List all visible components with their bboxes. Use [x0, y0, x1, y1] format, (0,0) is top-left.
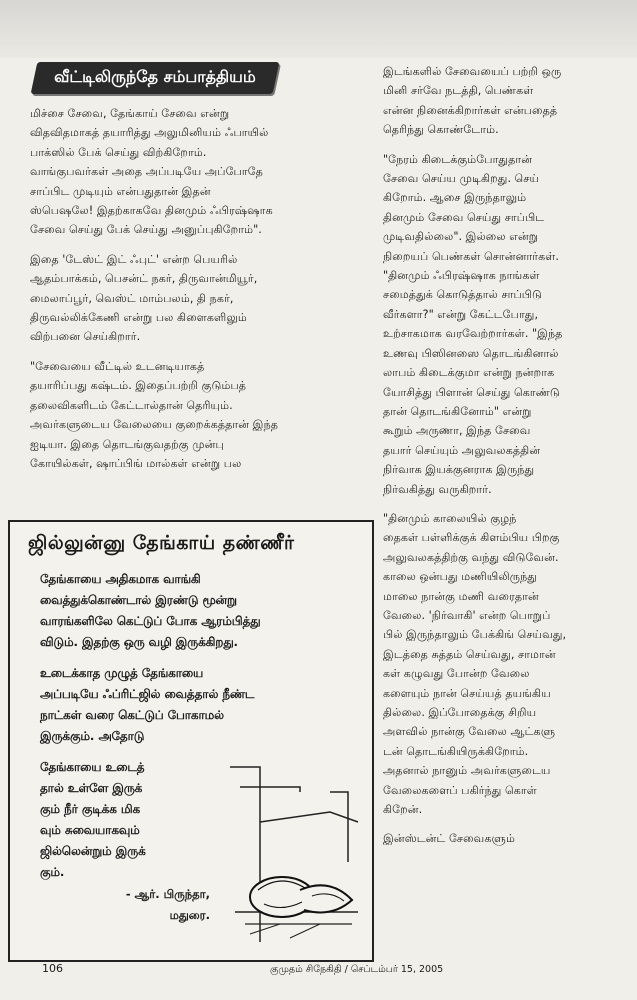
- coconut-illustration-icon: [220, 762, 360, 952]
- tip-paragraph: உடைக்காத முழுத் தேங்காயை அப்படியே ஃப்ரிட்ஜில் வைத்தால் நீண்ட நாட்கள் வரை கெட்டுப் போகாமல் இருக்கும். அதோடு: [40, 666, 255, 743]
- article-paragraph: "நேரம் கிடைக்கும்போதுதான் சேவை செய்ய முடிகிறது. செய் கிறோம். ஆசை இருந்தாலும் தினமும் சேவை செய்து சாப்பிட முடிவதில்லை". இல்லை என்று நிறையப் பெண்கள் சொன்னார்கள். "தினமும் ஃபிரஷ்ஷாக நாங்கள் சமைத்துக் கொடுத்தால் சாப்பிடு வீர்களா?" என்று கேட்டபோது, உற்சாகமாக வரவேற்றார்கள். "இந்த உணவு பிஸினஸை தொடங்கினால் லாபம் கிடைக்குமா என்று நன்றாக யோசித்து பிளான் செய்து கொண்டு தான் தொடங்கினோம்" என்று கூறும் அருணா, இந்த சேவை தயார் செய்யும் அலுவலகத்தின் நிர்வாக இயக்குனராக இருந்து நிர்வகித்து வருகிறார்.: [383, 152, 563, 496]
- article-paragraph: "தினமும் காலையில் குழந் தைகள் பள்ளிக்குக் கிளம்பிய பிறகு அலுவலகத்திற்கு வந்து விடுவேன். காலை ஒன்பது மணியிலிருந்து மாலை நான்கு மணி வரைதான் வேலை. 'நிர்வாகி' என்ற பொறுப் பில் இருந்தாலும் பேக்கிங் செய்வது, இடத்தை சுத்தம் செய்வது, சாமான் கள் கழுவது போன்ற வேலை களையும் நான் செய்யத் தயங்கிய தில்லை. இப்போதைக்கு சிறிய அளவில் நான்கு வேலை ஆட்களு டன் தொடங்கியிருக்கிறோம். அதனால் நானும் அவர்களுடைய வேலைகளைப் பகிர்ந்து கொள் கிறேன்.: [383, 511, 567, 817]
- article-paragraph: இதை 'டேஸ்ட் இட் ஃபுட்' என்ற பெயரில் ஆதம்பாக்கம், பெசன்ட் நகர், திருவான்மியூர், மைலாப்பூர், வெஸ்ட் மாம்பலம், தி நகர், திருவல்லிக்கேணி என்று பல கிளைகளிலும் விற்பனை செய்கிறார்.: [30, 252, 258, 344]
- article-title: வீட்டிலிருந்தே சம்பாத்தியம்: [54, 67, 256, 86]
- page-number: 106: [42, 962, 63, 975]
- article-right-column: [383, 62, 628, 859]
- article-paragraph: மிச்சை சேவை, தேங்காய் சேவை என்று விதவிதமாகத் தயாரித்து அலுமினியம் ஃபாயில் பாக்ஸில் பேக் செய்து விற்கிறோம். வாங்குபவர்கள் அதை அப்படியே அப்போதே சாப்பிட முடியும் என்பதுதான் இதன் ஸ்பெஷலே! இதற்காகவே தினமும் ஃபிரஷ்ஷாக சேவை செய்து பேக் செய்து அனுப்புகிறோம்".: [30, 107, 273, 237]
- credit-name: - ஆர். பிருந்தா,: [125, 887, 210, 901]
- tip-box: [8, 520, 374, 962]
- tip-box-title: ஜில்லுன்னு தேங்காய் தண்ணீர்: [28, 532, 295, 554]
- tip-paragraph: தேங்காயை உடைத் தால் உள்ளே இருக் கும் நீர் குடிக்க மிக வும் சுவையாகவும் ஜில்லென்றும் இருக் கும்.: [40, 760, 146, 879]
- article-left-column: [30, 62, 370, 483]
- article-paragraph: இடங்களில் சேவையைப் பற்றி ஒரு மினி சர்வே நடத்தி, பெண்கள் என்ன நினைக்கிறார்கள் என்பதைத் தெரிந்து கொண்டோம்.: [383, 65, 562, 137]
- article-paragraph: இன்ஸ்டன்ட் சேவைகளும்: [383, 832, 515, 846]
- magazine-footer: குமுதம் சிநேகிதி / செப்டம்பர் 15, 2005: [270, 964, 444, 975]
- article-paragraph: "சேவையை வீட்டில் உடனடியாகத் தயாரிப்பது கஷ்டம். இதைப்பற்றி குடும்பத் தலைவிகளிடம் கேட்டால்தான் தெரியும். அவர்களுடைய வேலையை குறைக்கத்தான் இந்த ஐடியா. இதை தொடங்குவதற்கு முன்பு கோயில்கள், ஷாப்பிங் மால்கள் என்று பல: [30, 359, 279, 470]
- tip-paragraph: தேங்காயை அதிகமாக வாங்கி வைத்துக்கொண்டால் இரண்டு மூன்று வாரங்களிலே கெட்டுப் போக ஆரம்பித்து விடும். இதற்கு ஒரு வழி இருக்கிறது.: [40, 572, 261, 649]
- article-title-banner: [31, 62, 279, 94]
- credit-place: மதுரை.: [169, 908, 210, 922]
- tip-credit: [120, 884, 210, 926]
- page-top-margin: [0, 0, 637, 58]
